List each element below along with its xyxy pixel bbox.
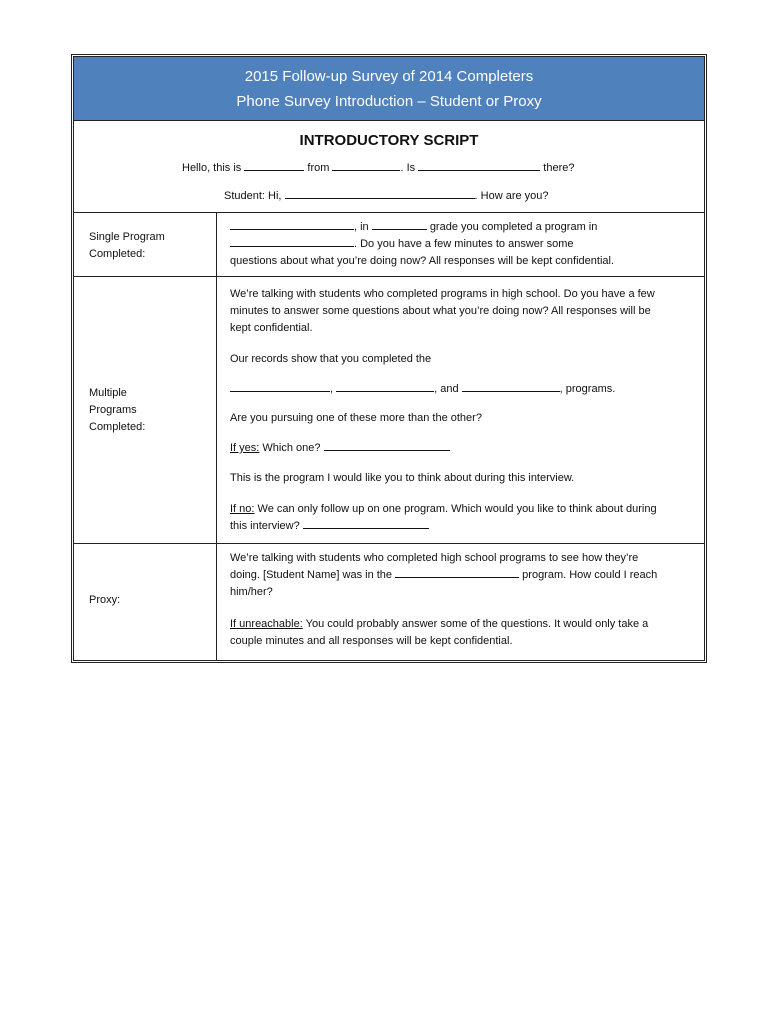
divider xyxy=(74,543,704,544)
column-divider xyxy=(216,212,217,660)
blank-program xyxy=(230,236,354,247)
if-no-block: If no: We can only follow up on one program. Which would you like to think about during this interview? xyxy=(230,503,657,532)
single-program-script: , in grade you completed a program in . Do you have a few minutes to answer some questions about what you’re doing now? All responses will be kept confidential. xyxy=(230,221,615,267)
multiple-programs-label: Multiple Programs Completed: xyxy=(89,387,146,433)
if-yes-line: If yes: Which one? xyxy=(230,440,690,457)
survey-form xyxy=(71,54,707,663)
if-unreachable-block: If unreachable: You could probably answer some of the questions. It would only take a couple minutes and all responses will be kept confidential. xyxy=(230,618,649,647)
blank-student-name xyxy=(418,160,540,171)
form-header xyxy=(74,57,704,121)
blank-grade xyxy=(372,219,427,230)
intro-script-heading: INTRODUCTORY SCRIPT xyxy=(299,132,479,149)
proxy-label: Proxy: xyxy=(89,594,121,606)
blank-program xyxy=(395,567,519,578)
blank-program-2 xyxy=(336,381,434,392)
proxy-script: We’re talking with students who completed high school programs to see how they’re doing. [Student Name] was in the program. How could I reach him/her? xyxy=(230,552,658,598)
multiple-programs-script: We’re talking with students who completed programs in high school. Do you have a few minutes to answer some questions about what you’re doing now? All responses will be kept confidential. xyxy=(230,288,655,334)
divider xyxy=(216,276,704,277)
single-program-label: Single Program Completed: xyxy=(89,231,165,260)
student-line: Student: Hi, . How are you? xyxy=(224,190,549,202)
blank-name xyxy=(230,219,354,230)
blank-program-1 xyxy=(230,381,330,392)
pursuing-question: Are you pursuing one of these more than the other? xyxy=(230,412,482,424)
divider xyxy=(74,212,704,213)
programs-line: , , and , programs. xyxy=(230,381,690,398)
blank-caller-name xyxy=(244,160,304,171)
blank-program-3 xyxy=(462,381,560,392)
records-line: Our records show that you completed the xyxy=(230,353,432,365)
hello-line: Hello, this is from . Is there? xyxy=(182,162,575,174)
survey-title: 2015 Follow-up Survey of 2014 Completers xyxy=(244,68,534,85)
blank-organization xyxy=(332,160,400,171)
blank-interview-program xyxy=(303,518,429,529)
divider xyxy=(74,276,216,277)
survey-subtitle: Phone Survey Introduction – Student or Proxy xyxy=(236,93,542,110)
blank-student-greeting xyxy=(285,188,475,199)
program-focus-line: This is the program I would like you to think about during this interview. xyxy=(230,472,575,484)
blank-which-one xyxy=(324,440,450,451)
